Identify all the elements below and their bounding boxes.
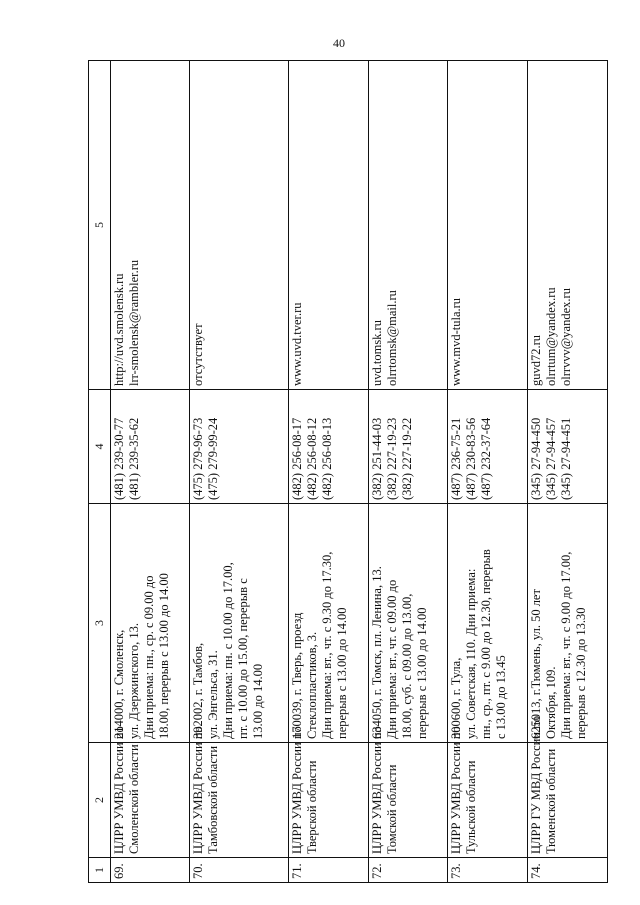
website-email-line[interactable]: guvd72.ru <box>529 334 544 386</box>
row-number <box>368 858 448 883</box>
address-and-hours <box>448 504 528 743</box>
organization-name <box>288 726 368 858</box>
website-email-line[interactable]: olrrtum@yandex.ru <box>544 287 559 386</box>
address-and-hours-line: 13.00 до 14.00 <box>251 663 266 739</box>
website-email <box>528 61 608 390</box>
organization-name-line: ЦЛРР УМВД России по <box>111 726 126 854</box>
table-row <box>288 61 368 883</box>
address-and-hours-line: Октября, 109. <box>544 666 559 739</box>
phone-numbers-line: (482) 256-08-12 <box>304 417 319 500</box>
phone-numbers <box>448 390 528 504</box>
organization-name-line: ЦЛРР ГУ МВД России по <box>529 715 544 854</box>
row-number-value: 69. <box>111 863 126 879</box>
address-and-hours <box>528 504 608 743</box>
header-col-1: 1 <box>89 858 111 883</box>
website-email-line[interactable]: olrrvvv@yandex.ru <box>559 288 574 386</box>
licensing-offices-table <box>88 60 608 883</box>
organization-name-line: Тульской области <box>464 760 479 854</box>
header-row <box>89 61 111 883</box>
rotated-table-container <box>88 60 608 883</box>
address-and-hours-line: ул. Энгельса, 31. <box>206 650 221 739</box>
organization-name <box>190 726 289 858</box>
phone-numbers-line: (382) 251-44-03 <box>369 417 384 500</box>
header-col-5: 5 <box>89 61 111 390</box>
website-email-line[interactable]: olrrtomsk@mail.ru <box>384 290 399 386</box>
phone-numbers <box>528 390 608 504</box>
header-col-2: 2 <box>89 743 111 858</box>
row-number <box>190 858 289 883</box>
address-and-hours-line: перерыв с 12.30 до 13.30 <box>574 607 589 739</box>
phone-numbers <box>288 390 368 504</box>
address-and-hours-line: ул. Дзержинского, 13. <box>126 623 141 739</box>
organization-name-line: ЦЛРР УМВД России по <box>369 726 384 854</box>
row-number-value: 74. <box>529 863 544 879</box>
organization-name <box>528 715 608 858</box>
address-and-hours-line: Дни приема: вт., чт. с 9.00 до 17.00, <box>559 551 574 739</box>
phone-numbers-line: (487) 232-37-64 <box>479 417 494 500</box>
row-number <box>288 858 368 883</box>
row-number-value: 72. <box>369 863 384 879</box>
website-email-line[interactable]: www.mvd-tula.ru <box>449 297 464 386</box>
address-and-hours-line: 634050, г. Томск, пл. Ленина, 13. <box>369 566 384 739</box>
phone-numbers <box>110 390 190 504</box>
organization-name-line: ЦЛРР УМВД России по <box>449 726 464 854</box>
address-and-hours <box>368 504 448 743</box>
phone-numbers <box>190 390 289 504</box>
address-and-hours-line: с 13.00 до 13.45 <box>494 655 509 739</box>
row-number <box>448 858 528 883</box>
organization-name <box>368 726 448 858</box>
organization-name-line: ЦЛРР УМВД России по <box>289 726 304 854</box>
website-email <box>368 61 448 390</box>
address-and-hours-line: пн., ср., пт. с 9.00 до 12.30, перерыв <box>479 549 494 739</box>
phone-numbers-line: (475) 279-99-24 <box>206 417 221 500</box>
address-and-hours-line: 300600, г. Тула, <box>449 657 464 739</box>
table-row <box>448 61 528 883</box>
phone-numbers-line: (345) 27-94-451 <box>559 417 574 500</box>
address-and-hours-line: 18.00, перерыв с 13.00 до 14.00 <box>156 573 171 739</box>
address-and-hours <box>110 504 190 743</box>
header-col-3: 3 <box>89 504 111 743</box>
page-number: 40 <box>333 36 345 50</box>
address-and-hours-line: Дни приема: пн. с 10.00 до 17.00, <box>221 562 236 739</box>
phone-numbers-line: (487) 230-83-56 <box>464 417 479 500</box>
website-email-line[interactable]: http://uvd.smolensk.ru <box>111 273 126 386</box>
website-email <box>110 61 190 390</box>
organization-name-line: ЦЛРР УМВД России по <box>191 726 206 854</box>
website-email-line[interactable]: отсутствует <box>191 323 206 386</box>
phone-numbers-line: (382) 227-19-23 <box>384 417 399 500</box>
row-number-value: 73. <box>449 863 464 879</box>
table-row <box>368 61 448 883</box>
phone-numbers-line: (487) 236-75-21 <box>449 417 464 500</box>
organization-name-line: Тверской области <box>304 760 319 854</box>
phone-numbers-line: (382) 227-19-22 <box>399 417 414 500</box>
phone-numbers-line: (481) 239-30-77 <box>111 417 126 500</box>
organization-name <box>448 726 528 858</box>
address-and-hours-line: Дни приема: вт., чт. с 09.00 до <box>384 579 399 739</box>
address-and-hours-line: 392002, г. Тамбов, <box>191 642 206 739</box>
phone-numbers <box>368 390 448 504</box>
row-number-value: 71. <box>289 863 304 879</box>
website-email-line[interactable]: uvd.tomsk.ru <box>369 320 384 386</box>
phone-numbers-line: (481) 239-35-62 <box>126 417 141 500</box>
organization-name-line: Тюменской области <box>544 748 559 854</box>
table-body <box>110 61 607 883</box>
address-and-hours-line: Стеклопластиков, 3. <box>304 631 319 739</box>
phone-numbers-line: (482) 256-08-13 <box>319 417 334 500</box>
address-and-hours-line: Дни приема: пн., ср. с 09.00 до <box>141 575 156 739</box>
address-and-hours-line: перерыв с 13.00 до 14.00 <box>414 607 429 739</box>
table-row <box>190 61 289 883</box>
website-email-line[interactable]: lrr-smolensk@rambler.ru <box>126 259 141 386</box>
address-and-hours-line: 170039, г. Тверь, проезд <box>289 612 304 739</box>
address-and-hours <box>288 504 368 743</box>
website-email <box>448 61 528 390</box>
address-and-hours-line: пт. с 10.00 до 15.00, перерыв с <box>236 578 251 739</box>
address-and-hours-line: ул. Советская, 110. Дни приема: <box>464 568 479 739</box>
address-and-hours-line: 625013, г.Тюмень, ул. 50 лет <box>529 589 544 739</box>
phone-numbers-line: (482) 256-08-17 <box>289 417 304 500</box>
phone-numbers-line: (345) 27-94-450 <box>529 417 544 500</box>
row-number-value: 70. <box>191 863 206 879</box>
address-and-hours-line: 18.00, суб. с 09.00 до 13.00, <box>399 593 414 739</box>
row-number <box>110 858 190 883</box>
table-row <box>110 61 190 883</box>
address-and-hours <box>190 504 289 743</box>
website-email <box>190 61 289 390</box>
phone-numbers-line: (475) 279-96-73 <box>191 417 206 500</box>
organization-name-line: Томской области <box>384 764 399 854</box>
organization-name <box>110 726 190 858</box>
organization-name-line: Тамбовской области <box>206 745 221 854</box>
address-and-hours-line: 214000, г. Смоленск, <box>111 629 126 739</box>
address-and-hours-line: Дни приема: вт., чт. с 9.30 до 17.30, <box>319 551 334 739</box>
organization-name-line: Смоленской области <box>126 744 141 854</box>
address-and-hours-line: перерыв с 13.00 до 14.00 <box>334 607 349 739</box>
row-number <box>528 858 608 883</box>
phone-numbers-line: (345) 27-94-457 <box>544 417 559 500</box>
website-email <box>288 61 368 390</box>
table-row <box>528 61 608 883</box>
header-col-4: 4 <box>89 390 111 504</box>
website-email-line[interactable]: www.uvd.tver.ru <box>289 302 304 386</box>
